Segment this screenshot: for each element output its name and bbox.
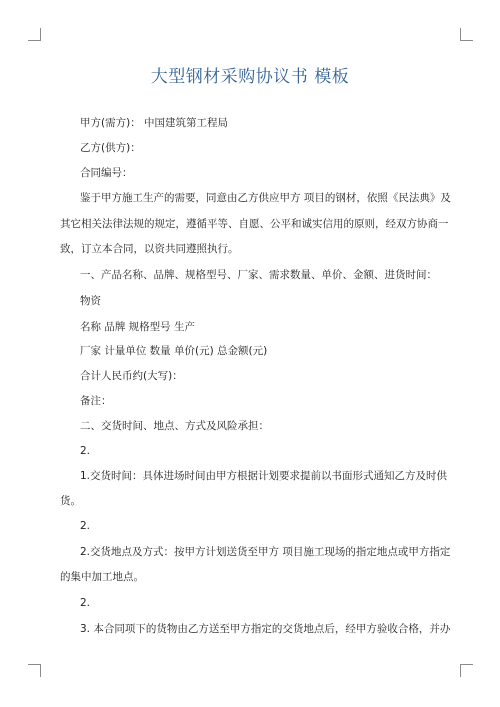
crop-mark-top-left bbox=[28, 28, 41, 41]
item-2-line-2: 的集中加工地点。 bbox=[60, 571, 144, 583]
party-a-line: 甲方(需方)： 中国建筑第工程局 bbox=[80, 117, 229, 129]
contract-number-line: 合同编号： bbox=[80, 167, 133, 179]
section-2-number-a: 2. bbox=[80, 445, 91, 457]
crop-mark-bottom-left bbox=[28, 664, 41, 677]
item-1-line-1: 1.交货时间：具体进场时间由甲方根据计划要求提前以书面形式通知乙方及时供 bbox=[80, 470, 448, 482]
total-rmb-line: 合计人民币约(大写)： bbox=[80, 370, 183, 382]
item-1-line-2: 货。 bbox=[60, 495, 81, 507]
goods-line: 物资 bbox=[80, 295, 101, 307]
crop-mark-bottom-right bbox=[460, 664, 473, 677]
section-1-heading: 一、产品名称、品牌、规格型号、厂家、需求数量、单价、金额、进货时间： bbox=[80, 269, 437, 281]
fields-line-1: 名称 品牌 规格型号 生产 bbox=[80, 321, 196, 333]
party-b-line: 乙方(供方)： bbox=[80, 142, 141, 154]
intro-line-2: 其它相关法律法规的规定，遵循平等、自愿、公平和诚实信用的原则，经双方协商一 bbox=[60, 218, 449, 230]
intro-line-3: 致，订立本合同，以资共同遵照执行。 bbox=[60, 243, 239, 255]
crop-mark-top-right bbox=[460, 28, 473, 41]
item-3-line-1: 3. 本合同项下的货物由乙方送至甲方指定的交货地点后，经甲方验收合格，并办 bbox=[80, 623, 451, 635]
section-2-heading: 二、交货时间、地点、方式及风险承担： bbox=[80, 420, 269, 432]
section-2-number-b: 2. bbox=[80, 520, 91, 532]
remarks-line: 备注： bbox=[80, 395, 112, 407]
intro-line-1: 鉴于甲方施工生产的需要，同意由乙方供应甲方 项目的钢材，依照《民法典》及 bbox=[80, 192, 451, 204]
section-2-number-c: 2. bbox=[80, 597, 91, 609]
fields-line-2: 厂家 计量单位 数量 单价(元) 总金额(元) bbox=[80, 345, 268, 357]
document-title: 大型钢材采购协议书 模板 bbox=[150, 67, 350, 87]
item-2-line-1: 2.交货地点及方式：按甲方计划送货至甲方 项目施工现场的指定地点或甲方指定 bbox=[80, 546, 451, 558]
